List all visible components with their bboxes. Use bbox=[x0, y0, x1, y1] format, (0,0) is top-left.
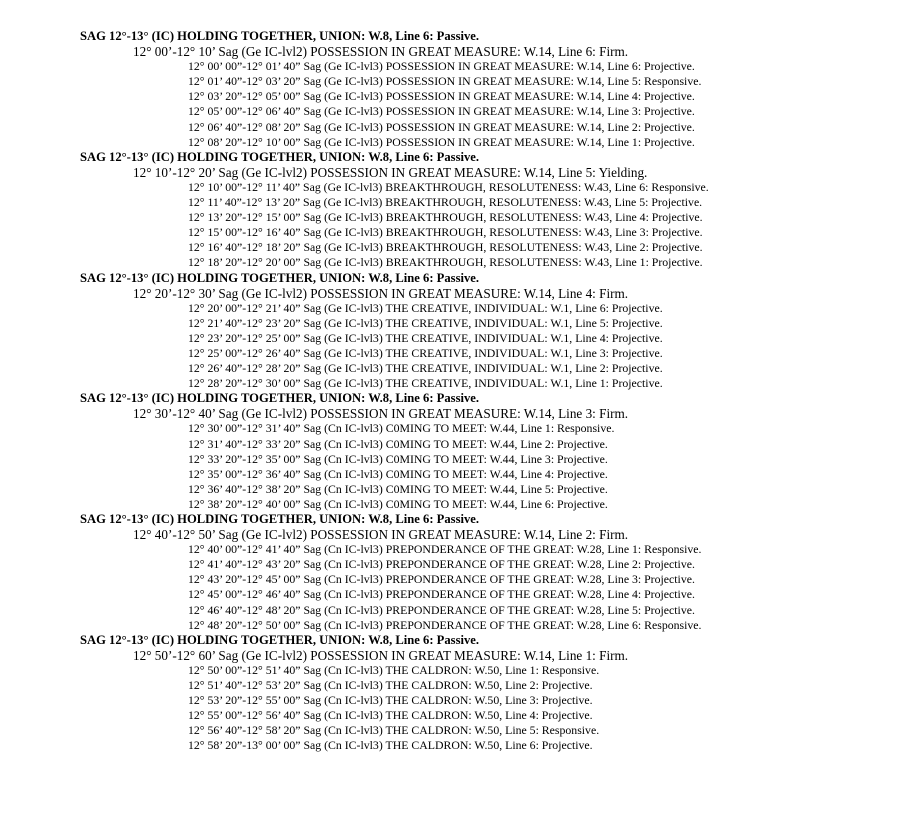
subsection-line: 12° 00’-12° 10’ Sag (Ge IC-lvl2) POSSESSION IN GREAT MEASURE: W.14, Line 6: Firm. bbox=[133, 44, 629, 60]
detail-line: 12° 08’ 20”-12° 10’ 00” Sag (Ge IC-lvl3) POSSESSION IN GREAT MEASURE: W.14, Line 1: Projective. bbox=[188, 134, 695, 149]
section-header: SAG 12°-13° (IC) HOLDING TOGETHER, UNION: W.8, Line 6: Passive. bbox=[80, 270, 480, 285]
section bbox=[0, 29, 900, 150]
subsection-line: 12° 40’-12° 50’ Sag (Ge IC-lvl2) POSSESSION IN GREAT MEASURE: W.14, Line 2: Firm. bbox=[133, 527, 629, 543]
detail-line: 12° 01’ 40”-12° 03’ 20” Sag (Ge IC-lvl3) POSSESSION IN GREAT MEASURE: W.14, Line 5: Responsive. bbox=[188, 74, 702, 89]
section-header: SAG 12°-13° (IC) HOLDING TOGETHER, UNION: W.8, Line 6: Passive. bbox=[80, 391, 480, 406]
detail-line: 12° 11’ 40”-12° 13’ 20” Sag (Ge IC-lvl3) BREAKTHROUGH, RESOLUTENESS: W.43, Line 5: Projective. bbox=[188, 195, 703, 210]
detail-line: 12° 48’ 20”-12° 50’ 00” Sag (Cn IC-lvl3) PREPONDERANCE OF THE GREAT: W.28, Line 6: Responsive. bbox=[188, 617, 702, 632]
subsection-line: 12° 50’-12° 60’ Sag (Ge IC-lvl2) POSSESSION IN GREAT MEASURE: W.14, Line 1: Firm. bbox=[133, 647, 629, 663]
detail-line: 12° 28’ 20”-12° 30’ 00” Sag (Ge IC-lvl3) THE CREATIVE, INDIVIDUAL: W.1, Line 1: Projective. bbox=[188, 376, 663, 391]
detail-line: 12° 41’ 40”-12° 43’ 20” Sag (Cn IC-lvl3) PREPONDERANCE OF THE GREAT: W.28, Line 2: Projective. bbox=[188, 557, 695, 572]
detail-line: 12° 26’ 40”-12° 28’ 20” Sag (Ge IC-lvl3) THE CREATIVE, INDIVIDUAL: W.1, Line 2: Projective. bbox=[188, 361, 663, 376]
section bbox=[0, 512, 900, 633]
detail-line: 12° 21’ 40”-12° 23’ 20” Sag (Ge IC-lvl3) THE CREATIVE, INDIVIDUAL: W.1, Line 5: Projective. bbox=[188, 315, 663, 330]
detail-line: 12° 56’ 40”-12° 58’ 20” Sag (Cn IC-lvl3) THE CALDRON: W.50, Line 5: Responsive. bbox=[188, 723, 600, 738]
detail-line: 12° 18’ 20”-12° 20’ 00” Sag (Ge IC-lvl3) BREAKTHROUGH, RESOLUTENESS: W.43, Line 1: Projective. bbox=[188, 255, 703, 270]
detail-line: 12° 06’ 40”-12° 08’ 20” Sag (Ge IC-lvl3) POSSESSION IN GREAT MEASURE: W.14, Line 2: Projective. bbox=[188, 119, 695, 134]
detail-line: 12° 16’ 40”-12° 18’ 20” Sag (Ge IC-lvl3) BREAKTHROUGH, RESOLUTENESS: W.43, Line 2: Projective. bbox=[188, 240, 703, 255]
detail-line: 12° 15’ 00”-12° 16’ 40” Sag (Ge IC-lvl3) BREAKTHROUGH, RESOLUTENESS: W.43, Line 3: Projective. bbox=[188, 225, 703, 240]
detail-line: 12° 05’ 00”-12° 06’ 40” Sag (Ge IC-lvl3) POSSESSION IN GREAT MEASURE: W.14, Line 3: Projective. bbox=[188, 104, 695, 119]
section-header: SAG 12°-13° (IC) HOLDING TOGETHER, UNION: W.8, Line 6: Passive. bbox=[80, 632, 480, 647]
detail-line: 12° 40’ 00”-12° 41’ 40” Sag (Cn IC-lvl3) PREPONDERANCE OF THE GREAT: W.28, Line 1: Responsive. bbox=[188, 542, 702, 557]
detail-line: 12° 58’ 20”-13° 00’ 00” Sag (Cn IC-lvl3) THE CALDRON: W.50, Line 6: Projective. bbox=[188, 738, 593, 753]
detail-line: 12° 36’ 40”-12° 38’ 20” Sag (Cn IC-lvl3) C0MING TO MEET: W.44, Line 5: Projective. bbox=[188, 481, 608, 496]
document-body bbox=[0, 29, 900, 754]
detail-line: 12° 30’ 00”-12° 31’ 40” Sag (Cn IC-lvl3) C0MING TO MEET: W.44, Line 1: Responsive. bbox=[188, 421, 615, 436]
detail-line: 12° 53’ 20”-12° 55’ 00” Sag (Cn IC-lvl3) THE CALDRON: W.50, Line 3: Projective. bbox=[188, 693, 593, 708]
detail-line: 12° 25’ 00”-12° 26’ 40” Sag (Ge IC-lvl3) THE CREATIVE, INDIVIDUAL: W.1, Line 3: Projective. bbox=[188, 345, 663, 360]
section bbox=[0, 391, 900, 512]
section bbox=[0, 150, 900, 271]
detail-line: 12° 45’ 00”-12° 46’ 40” Sag (Cn IC-lvl3) PREPONDERANCE OF THE GREAT: W.28, Line 4: Projective. bbox=[188, 587, 695, 602]
detail-line: 12° 46’ 40”-12° 48’ 20” Sag (Cn IC-lvl3) PREPONDERANCE OF THE GREAT: W.28, Line 5: Projective. bbox=[188, 602, 695, 617]
detail-line: 12° 51’ 40”-12° 53’ 20” Sag (Cn IC-lvl3) THE CALDRON: W.50, Line 2: Projective. bbox=[188, 678, 593, 693]
detail-line: 12° 55’ 00”-12° 56’ 40” Sag (Cn IC-lvl3) THE CALDRON: W.50, Line 4: Projective. bbox=[188, 708, 593, 723]
section-header: SAG 12°-13° (IC) HOLDING TOGETHER, UNION: W.8, Line 6: Passive. bbox=[80, 512, 480, 526]
detail-line: 12° 13’ 20”-12° 15’ 00” Sag (Ge IC-lvl3) BREAKTHROUGH, RESOLUTENESS: W.43, Line 4: Projective. bbox=[188, 210, 703, 225]
section bbox=[0, 633, 900, 754]
section-header: SAG 12°-13° (IC) HOLDING TOGETHER, UNION: W.8, Line 6: Passive. bbox=[80, 29, 480, 43]
section bbox=[0, 271, 900, 392]
detail-line: 12° 10’ 00”-12° 11’ 40” Sag (Ge IC-lvl3) BREAKTHROUGH, RESOLUTENESS: W.43, Line 6: Responsive. bbox=[188, 179, 709, 194]
detail-line: 12° 00’ 00”-12° 01’ 40” Sag (Ge IC-lvl3) POSSESSION IN GREAT MEASURE: W.14, Line 6: Projective. bbox=[188, 59, 695, 74]
detail-line: 12° 03’ 20”-12° 05’ 00” Sag (Ge IC-lvl3) POSSESSION IN GREAT MEASURE: W.14, Line 4: Projective. bbox=[188, 89, 695, 104]
detail-line: 12° 23’ 20”-12° 25’ 00” Sag (Ge IC-lvl3) THE CREATIVE, INDIVIDUAL: W.1, Line 4: Projective. bbox=[188, 330, 663, 345]
subsection-line: 12° 30’-12° 40’ Sag (Ge IC-lvl2) POSSESSION IN GREAT MEASURE: W.14, Line 3: Firm. bbox=[133, 406, 629, 422]
subsection-line: 12° 20’-12° 30’ Sag (Ge IC-lvl2) POSSESSION IN GREAT MEASURE: W.14, Line 4: Firm. bbox=[133, 285, 629, 301]
detail-line: 12° 35’ 00”-12° 36’ 40” Sag (Cn IC-lvl3) C0MING TO MEET: W.44, Line 4: Projective. bbox=[188, 466, 608, 481]
section-header: SAG 12°-13° (IC) HOLDING TOGETHER, UNION: W.8, Line 6: Passive. bbox=[80, 149, 480, 164]
detail-line: 12° 50’ 00”-12° 51’ 40” Sag (Cn IC-lvl3) THE CALDRON: W.50, Line 1: Responsive. bbox=[188, 662, 600, 677]
subsection-line: 12° 10’-12° 20’ Sag (Ge IC-lvl2) POSSESSION IN GREAT MEASURE: W.14, Line 5: Yielding. bbox=[133, 164, 648, 180]
detail-line: 12° 20’ 00”-12° 21’ 40” Sag (Ge IC-lvl3) THE CREATIVE, INDIVIDUAL: W.1, Line 6: Projective. bbox=[188, 300, 663, 315]
detail-line: 12° 33’ 20”-12° 35’ 00” Sag (Cn IC-lvl3) C0MING TO MEET: W.44, Line 3: Projective. bbox=[188, 451, 608, 466]
detail-line: 12° 43’ 20”-12° 45’ 00” Sag (Cn IC-lvl3) PREPONDERANCE OF THE GREAT: W.28, Line 3: Projective. bbox=[188, 572, 695, 587]
detail-line: 12° 38’ 20”-12° 40’ 00” Sag (Cn IC-lvl3) C0MING TO MEET: W.44, Line 6: Projective. bbox=[188, 496, 608, 511]
detail-line: 12° 31’ 40”-12° 33’ 20” Sag (Cn IC-lvl3) C0MING TO MEET: W.44, Line 2: Projective. bbox=[188, 436, 608, 451]
